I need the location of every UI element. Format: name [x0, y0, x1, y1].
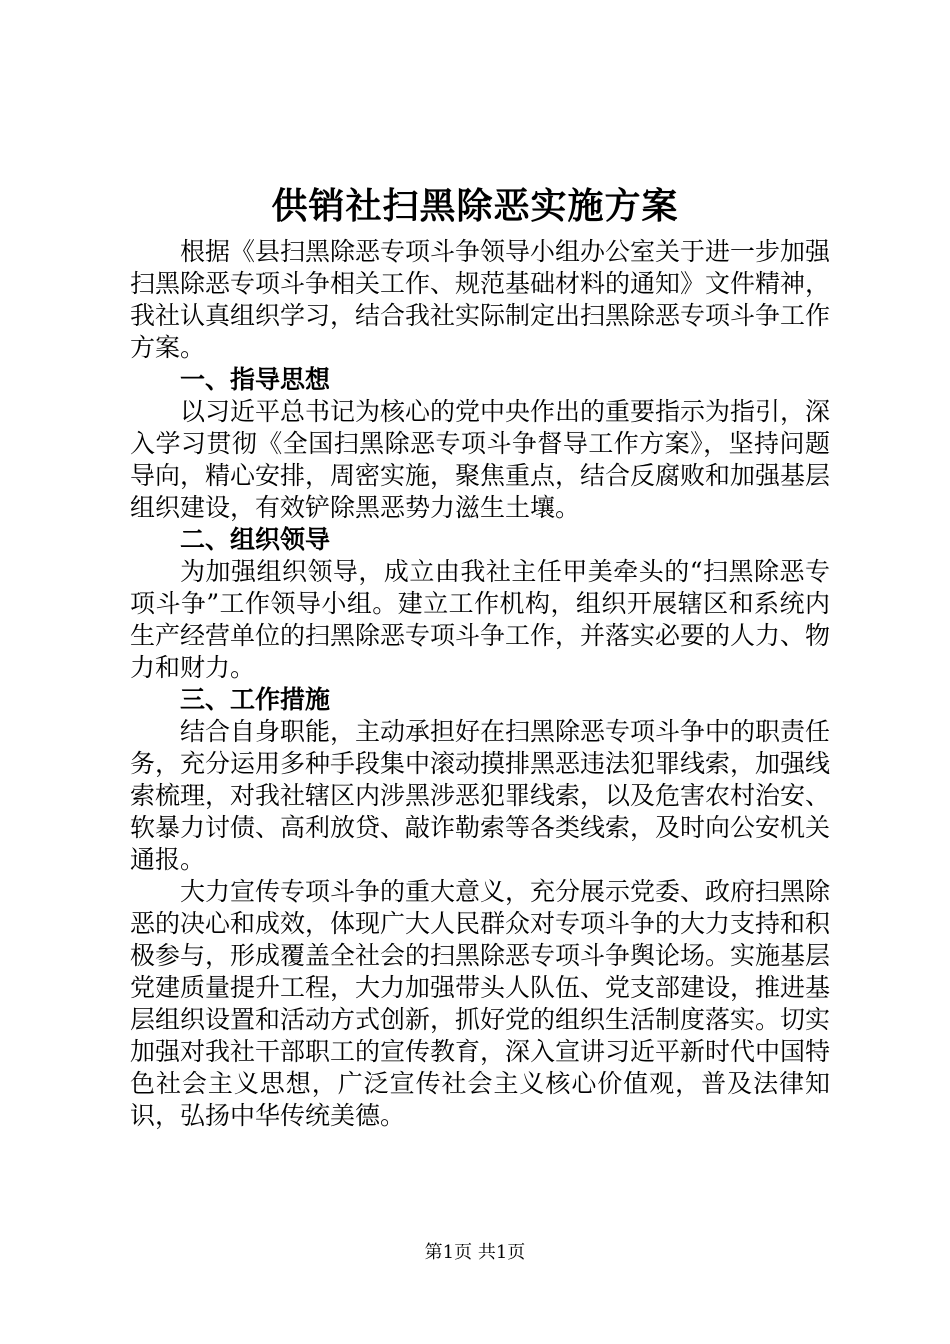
- section-heading-guiding-ideology: 一、指导思想: [180, 365, 331, 394]
- section-paragraph: 以习近平总书记为核心的党中央作出的重要指示为指引，深入学习贯彻《全国扫黑除恶专项斗争督导工作方案》，坚持问题导向，精心安排，周密实施，聚焦重点，结合反腐败和加强基层组织建设，有效铲除黑恶势力滋生土壤。: [130, 397, 831, 522]
- section-paragraph: 大力宣传专项斗争的重大意义，充分展示党委、政府扫黑除恶的决心和成效，体现广大人民群众对专项斗争的大力支持和积极参与，形成覆盖全社会的扫黑除恶专项斗争舆论场。实施基层党建质量提升工程，大力加强带头人队伍、党支部建设，推进基层组织设置和活动方式创新，抓好党的组织生活制度落实。切实加强对我社干部职工的宣传教育，深入宣讲习近平新时代中国特色社会主义思想，广泛宣传社会主义核心价值观，普及法律知识，弘扬中华传统美德。: [130, 877, 831, 1130]
- document-body: [130, 236, 830, 1132]
- document-title: 供销社扫黑除恶实施方案: [271, 185, 679, 227]
- section-heading-organization-leadership: 二、组织领导: [180, 525, 331, 554]
- section-heading-work-measures: 三、工作措施: [180, 685, 331, 714]
- intro-paragraph: 根据《县扫黑除恶专项斗争领导小组办公室关于进一步加强扫黑除恶专项斗争相关工作、规范基础材料的通知》文件精神，我社认真组织学习，结合我社实际制定出扫黑除恶专项斗争工作方案。: [130, 237, 831, 362]
- section-paragraph: 结合自身职能，主动承担好在扫黑除恶专项斗争中的职责任务，充分运用多种手段集中滚动摸排黑恶违法犯罪线索，加强线索梳理，对我社辖区内涉黑涉恶犯罪线索，以及危害农村治安、软暴力讨债、高利放贷、敲诈勒索等各类线索，及时向公安机关通报。: [130, 717, 831, 874]
- section-paragraph: 为加强组织领导，成立由我社主任甲美牵头的“扫黑除恶专项斗争”工作领导小组。建立工作机构，组织开展辖区和系统内生产经营单位的扫黑除恶专项斗争工作，并落实必要的人力、物力和财力。: [130, 557, 831, 682]
- page-footer: 第1页 共1页: [424, 1242, 526, 1263]
